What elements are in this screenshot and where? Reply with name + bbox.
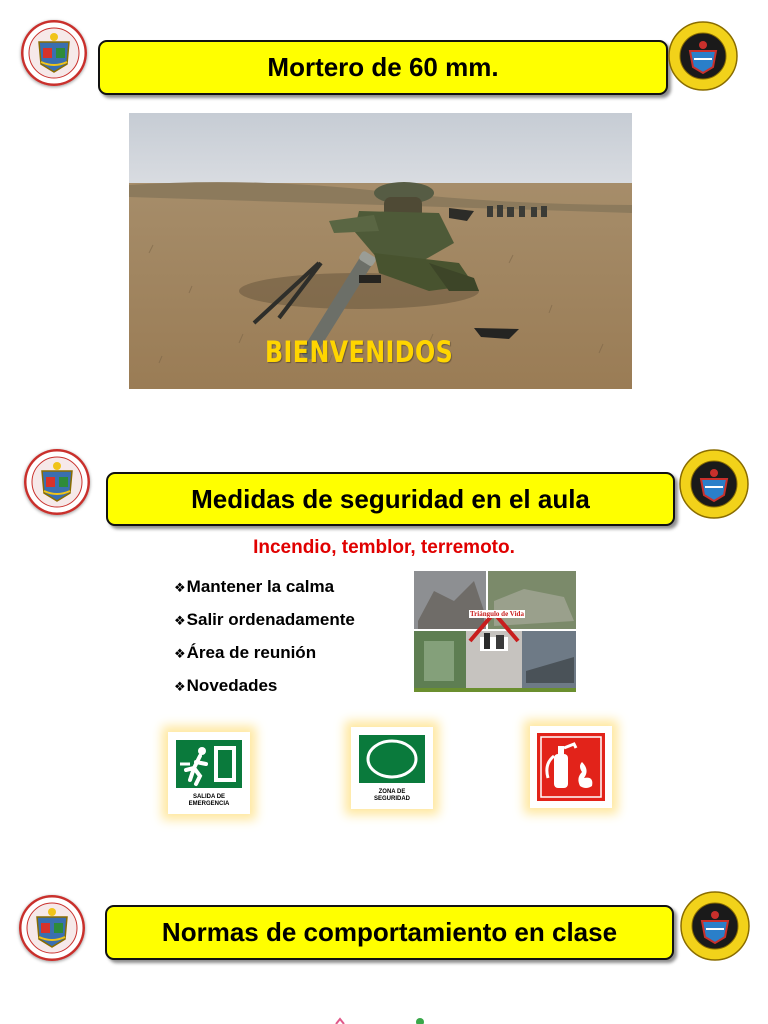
emergency-exit-sign xyxy=(168,732,250,814)
running-person-icon xyxy=(176,740,242,790)
list-item: ❖Novedades xyxy=(174,676,278,695)
fire-extinguisher-sign xyxy=(530,726,612,808)
exit-label-line1: SALIDA DE xyxy=(192,794,226,800)
decorative-figure-icon xyxy=(330,1016,430,1024)
list-item: ❖Área de reunión xyxy=(174,643,317,662)
emergency-subtitle: Incendio, temblor, terremoto. xyxy=(253,537,515,558)
welcome-caption: BIENVENIDOS xyxy=(265,335,454,369)
safety-bullet-list xyxy=(174,576,355,708)
slide-2 xyxy=(0,440,768,860)
slide-3-title: Normas de comportamiento en clase xyxy=(105,905,674,960)
infantry-school-badge-icon xyxy=(668,21,738,91)
mortar-training-photo xyxy=(129,113,632,389)
diamond-bullet-icon: ❖ xyxy=(174,580,186,595)
safe-zone-label-line1: ZONA DE xyxy=(378,789,406,795)
safe-zone-sign xyxy=(351,727,433,809)
safe-circle-icon xyxy=(359,735,425,785)
collapsed-buildings-illustration xyxy=(414,571,576,692)
diamond-bullet-icon: ❖ xyxy=(174,613,186,628)
list-item: ❖Salir ordenadamente xyxy=(174,610,355,629)
school-crest-icon xyxy=(21,20,87,86)
diamond-bullet-icon: ❖ xyxy=(174,679,186,694)
diamond-bullet-icon: ❖ xyxy=(174,646,186,661)
slide-3 xyxy=(0,880,768,1024)
slide-2-title: Medidas de seguridad en el aula xyxy=(106,472,675,526)
fire-extinguisher-icon xyxy=(530,726,612,808)
exit-label-line2: EMERGENCIA xyxy=(188,801,230,807)
safe-zone-label-line2: SEGURIDAD xyxy=(373,796,410,802)
infantry-school-badge-icon xyxy=(680,891,750,961)
school-crest-icon xyxy=(24,449,90,515)
slide-1-title: Mortero de 60 mm. xyxy=(98,40,668,95)
list-item: ❖Mantener la calma xyxy=(174,577,335,596)
school-crest-icon xyxy=(19,895,85,961)
safe-zone-icon xyxy=(359,735,425,801)
earthquake-collage-image xyxy=(414,571,576,692)
infantry-school-badge-icon xyxy=(679,449,749,519)
emergency-exit-icon xyxy=(176,740,242,806)
slide-1 xyxy=(0,0,768,420)
life-triangle-label: Triángulo de Vida xyxy=(470,610,524,618)
